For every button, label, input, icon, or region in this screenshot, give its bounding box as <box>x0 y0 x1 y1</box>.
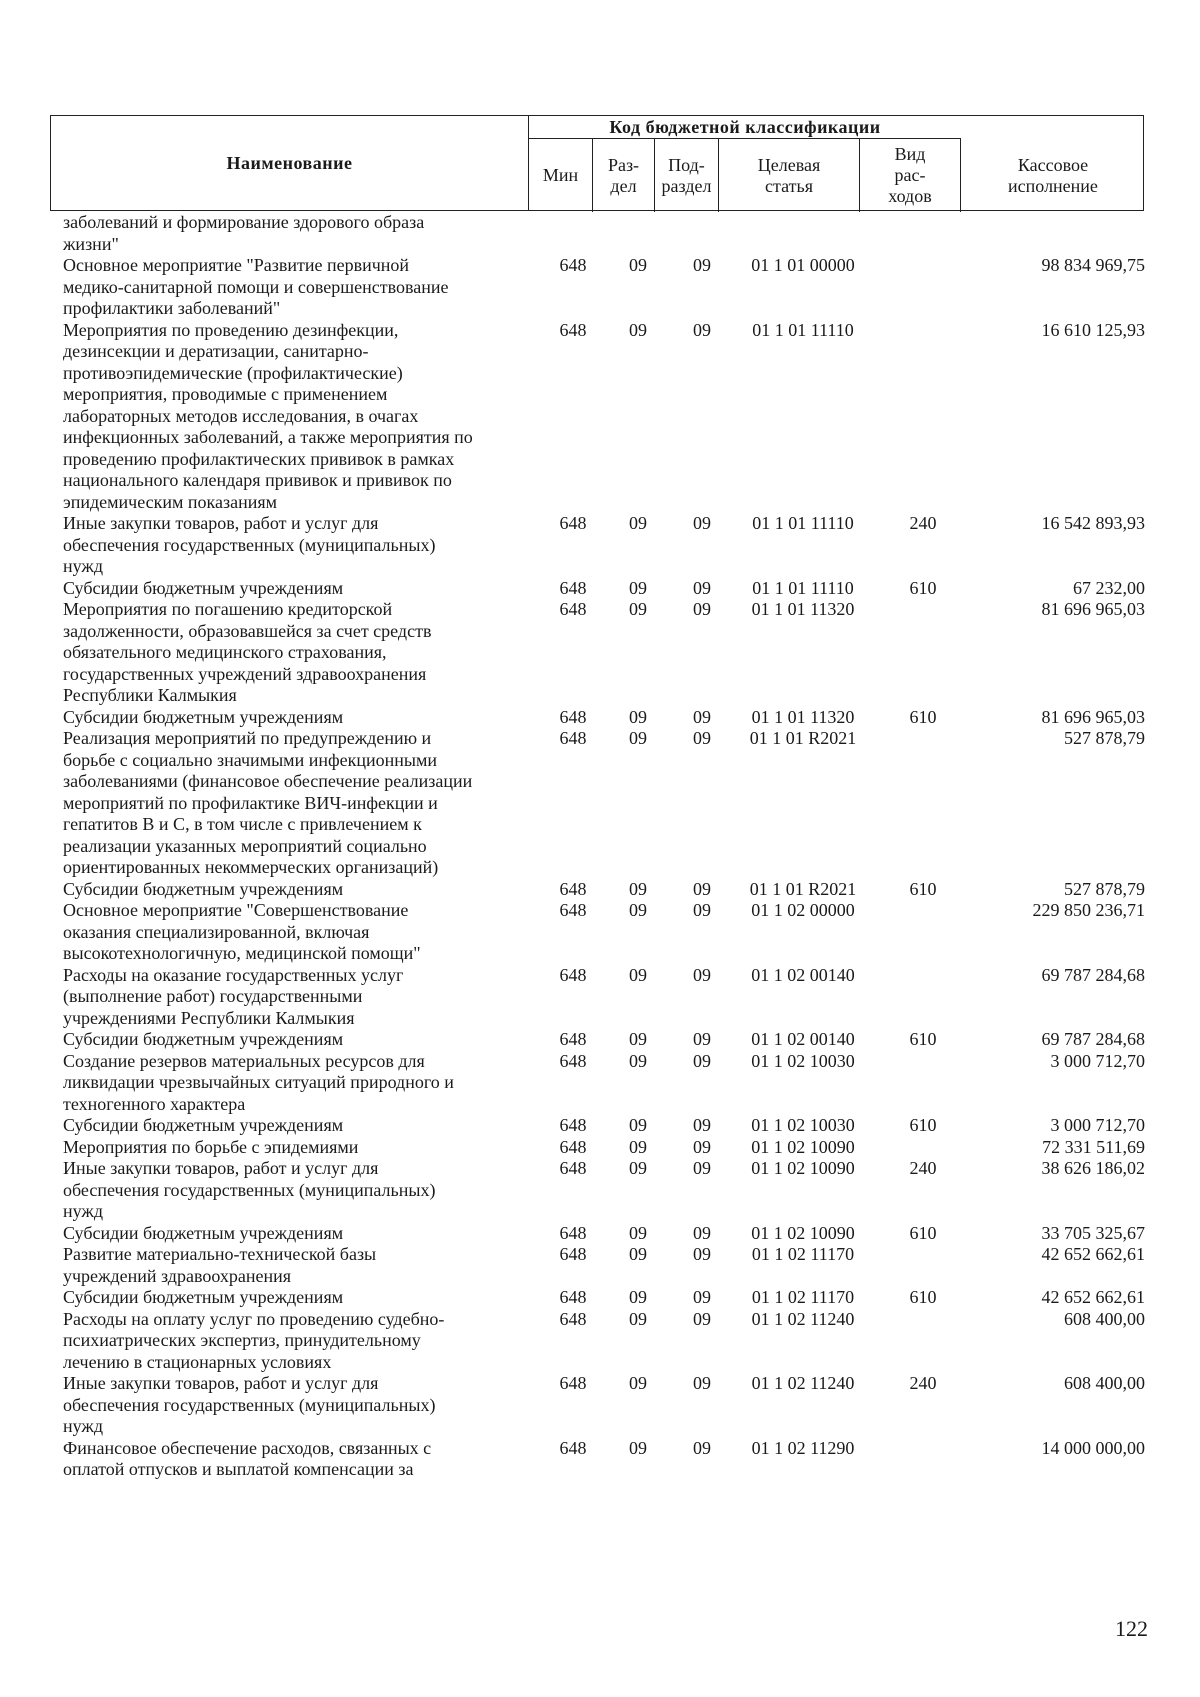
row-amount: 608 400,00 <box>1064 1308 1145 1329</box>
row-tselevaya: 01 1 02 10090 <box>751 1136 855 1157</box>
row-amount: 527 878,79 <box>1064 728 1145 748</box>
row-amount: 72 331 511,69 <box>1042 1136 1145 1157</box>
row-vid: 610 <box>909 1029 937 1049</box>
row-razdel: 09 <box>629 577 647 598</box>
table-row <box>63 728 1144 879</box>
row-vid: 610 <box>909 706 937 727</box>
row-razdel: 09 <box>629 1244 647 1264</box>
row-amount: 527 878,79 <box>1064 878 1145 899</box>
table-row <box>63 1051 1144 1116</box>
row-razdel: 09 <box>629 599 647 619</box>
row-podrazdel: 09 <box>693 964 711 985</box>
row-amount: 67 232,00 <box>1073 577 1145 598</box>
row-name: Субсидии бюджетным учреждениям <box>63 1222 344 1243</box>
row-razdel: 09 <box>629 878 647 899</box>
row-tselevaya: 01 1 02 11240 <box>751 1308 855 1329</box>
row-name: Расходы на оказание государственных услуг (выполнение работ) государственными учреждениями Республики Калмыкия <box>63 964 404 1028</box>
table-row <box>63 1158 1144 1223</box>
row-podrazdel: 09 <box>693 1029 711 1049</box>
header-kassovoe <box>961 139 1145 212</box>
row-podrazdel: 09 <box>693 1222 711 1243</box>
header-vid <box>860 139 961 212</box>
header-tselevaya <box>719 139 860 212</box>
row-podrazdel: 09 <box>693 1287 711 1307</box>
row-podrazdel: 09 <box>693 1308 711 1329</box>
row-razdel: 09 <box>629 728 647 748</box>
row-razdel: 09 <box>629 255 647 275</box>
row-name: Субсидии бюджетным учреждениям <box>63 878 344 899</box>
table-body <box>63 212 1144 1481</box>
header-podrazdel <box>655 139 719 212</box>
row-min: 648 <box>559 1158 587 1178</box>
row-razdel: 09 <box>629 1287 647 1307</box>
row-name: Иные закупки товаров, работ и услуг для обеспечения государственных (муниципальных) нужд <box>63 513 436 576</box>
row-min: 648 <box>559 964 587 985</box>
row-tselevaya: 01 1 02 11240 <box>751 1373 855 1393</box>
page-number: 122 <box>1115 1616 1148 1641</box>
row-podrazdel: 09 <box>693 577 711 598</box>
row-podrazdel: 09 <box>693 1437 711 1458</box>
row-podrazdel: 09 <box>693 513 711 533</box>
row-name: Основное мероприятие "Совершенствование оказания специализированной, включая высокотехнологичную, медицинской помощи" <box>63 900 421 963</box>
table-row <box>63 1244 1144 1287</box>
row-min: 648 <box>559 1222 587 1243</box>
row-name: Субсидии бюджетным учреждениям <box>63 577 344 598</box>
row-tselevaya: 01 1 01 11110 <box>752 319 854 340</box>
row-amount: 69 787 284,68 <box>1041 964 1145 985</box>
table-row <box>63 578 1144 600</box>
header-name-text: Наименование <box>226 153 353 173</box>
row-podrazdel: 09 <box>693 599 711 619</box>
header-name <box>51 116 529 210</box>
row-vid: 610 <box>909 878 937 899</box>
row-razdel: 09 <box>629 1437 647 1458</box>
row-amount: 42 652 662,61 <box>1041 1244 1145 1264</box>
row-min: 648 <box>559 599 587 619</box>
header-podrazdel-text: Под- раздел <box>661 154 712 196</box>
row-tselevaya: 01 1 01 00000 <box>751 255 855 275</box>
row-podrazdel: 09 <box>693 1050 711 1071</box>
row-tselevaya: 01 1 02 11170 <box>751 1287 855 1307</box>
row-vid: 240 <box>909 1373 937 1393</box>
table-row <box>63 599 1144 707</box>
table-row <box>63 1309 1144 1374</box>
row-tselevaya: 01 1 01 11320 <box>751 706 855 727</box>
row-min: 648 <box>559 1308 587 1329</box>
row-amount: 3 000 712,70 <box>1050 1115 1145 1135</box>
row-name: Создание резервов материальных ресурсов для ликвидации чрезвычайных ситуаций природного и техногенного характера <box>63 1050 454 1114</box>
row-min: 648 <box>559 706 587 727</box>
table-row <box>63 1223 1144 1245</box>
row-name: Мероприятия по погашению кредиторской задолженности, образовавшейся за счет средств обязательного медицинского страхования, государственных учреждений здравоохранения Республики Калмыкия <box>63 599 432 705</box>
row-min: 648 <box>559 878 587 899</box>
table-row <box>63 320 1144 514</box>
row-name: Реализация мероприятий по предупреждению и борьбе с социально значимыми инфекционными заболеваниями (финансовое обеспечение реализации мероприятий по профилактике ВИЧ-инфекции и гепатитов В и С, в том числе с привлечением к реализации указанных мероприятий социально ориентированных некоммерческих организаций) <box>63 728 473 877</box>
row-name: Основное мероприятие "Развитие первичной медико-санитарной помощи и совершенствование профилактики заболеваний" <box>63 255 449 318</box>
row-amount: 98 834 969,75 <box>1041 255 1145 275</box>
row-amount: 81 696 965,03 <box>1041 706 1145 727</box>
row-tselevaya: 01 1 02 11290 <box>751 1437 855 1458</box>
header-min <box>529 139 593 212</box>
row-amount: 3 000 712,70 <box>1050 1050 1145 1071</box>
row-name: Иные закупки товаров, работ и услуг для обеспечения государственных (муниципальных) нужд <box>63 1373 436 1436</box>
row-razdel: 09 <box>629 1373 647 1393</box>
table-row <box>63 1373 1144 1438</box>
row-name: Субсидии бюджетным учреждениям <box>63 1287 344 1307</box>
row-vid: 240 <box>909 513 937 533</box>
table-row <box>63 1115 1144 1137</box>
row-razdel: 09 <box>629 1158 647 1178</box>
row-podrazdel: 09 <box>693 706 711 727</box>
table-row <box>63 1287 1144 1309</box>
row-min: 648 <box>559 1050 587 1071</box>
row-vid: 610 <box>909 1222 937 1243</box>
table-row <box>63 1029 1144 1051</box>
row-min: 648 <box>559 1029 587 1049</box>
row-amount: 16 542 893,93 <box>1041 513 1145 533</box>
row-min: 648 <box>559 1136 587 1157</box>
row-podrazdel: 09 <box>693 878 711 899</box>
table-row <box>63 900 1144 965</box>
row-min: 648 <box>559 1115 587 1135</box>
row-tselevaya: 01 1 02 10090 <box>751 1158 855 1178</box>
table-header <box>50 115 1144 211</box>
row-name: Субсидии бюджетным учреждениям <box>63 1029 344 1049</box>
row-name: Мероприятия по проведению дезинфекции, дезинсекции и дератизации, санитарно- противоэпидемические (профилактические) мероприятия, проводимые с применением лабораторных методов исследования, в очагах инфекционных заболеваний, а также мероприятия по проведению профилактических прививок в рамках национального календаря прививок и прививок по эпидемическим показаниям <box>63 319 473 512</box>
row-podrazdel: 09 <box>693 1115 711 1135</box>
row-razdel: 09 <box>629 1308 647 1329</box>
row-tselevaya: 01 1 01 11110 <box>752 577 854 598</box>
row-razdel: 09 <box>629 1222 647 1243</box>
row-tselevaya: 01 1 02 00140 <box>751 1029 855 1049</box>
table-row <box>63 879 1144 901</box>
table-row <box>63 1137 1144 1159</box>
row-tselevaya: 01 1 02 00140 <box>751 964 855 985</box>
row-podrazdel: 09 <box>693 319 711 340</box>
row-razdel: 09 <box>629 1050 647 1071</box>
row-razdel: 09 <box>629 1029 647 1049</box>
row-podrazdel: 09 <box>693 900 711 920</box>
row-podrazdel: 09 <box>693 1136 711 1157</box>
row-podrazdel: 09 <box>693 1373 711 1393</box>
row-name: Мероприятия по борьбе с эпидемиями <box>63 1136 359 1157</box>
header-kassovoe-text: Кассовое исполнение <box>1008 154 1098 196</box>
row-vid: 610 <box>909 577 937 598</box>
row-razdel: 09 <box>629 964 647 985</box>
row-min: 648 <box>559 255 587 275</box>
row-tselevaya: 01 1 02 10030 <box>751 1115 855 1135</box>
row-name: заболеваний и формирование здорового образа жизни" <box>63 212 425 254</box>
row-podrazdel: 09 <box>693 728 711 748</box>
row-razdel: 09 <box>629 319 647 340</box>
row-name: Расходы на оплату услуг по проведению судебно- психиатрических экспертиз, принудительному лечению в стационарных условиях <box>63 1308 445 1372</box>
row-name: Финансовое обеспечение расходов, связанных с оплатой отпусков и выплатой компенсации за <box>63 1437 432 1479</box>
row-tselevaya: 01 1 02 10090 <box>751 1222 855 1243</box>
row-amount: 608 400,00 <box>1064 1373 1145 1393</box>
row-podrazdel: 09 <box>693 1244 711 1264</box>
row-name: Развитие материально-технической базы учреждений здравоохранения <box>63 1244 377 1286</box>
row-name: Иные закупки товаров, работ и услуг для обеспечения государственных (муниципальных) нужд <box>63 1158 436 1221</box>
table-row <box>63 255 1144 320</box>
row-min: 648 <box>559 513 587 533</box>
row-tselevaya: 01 1 01 R2021 <box>749 728 857 748</box>
row-amount: 33 705 325,67 <box>1041 1222 1145 1243</box>
row-min: 648 <box>559 1287 587 1307</box>
row-razdel: 09 <box>629 900 647 920</box>
row-podrazdel: 09 <box>693 255 711 275</box>
row-min: 648 <box>559 1373 587 1393</box>
row-name: Субсидии бюджетным учреждениям <box>63 706 344 727</box>
row-min: 648 <box>559 1437 587 1458</box>
row-amount: 16 610 125,93 <box>1041 319 1145 340</box>
row-amount: 81 696 965,03 <box>1041 599 1145 619</box>
table-row <box>63 513 1144 578</box>
header-min-text: Мин <box>542 165 579 185</box>
row-name: Субсидии бюджетным учреждениям <box>63 1115 344 1135</box>
row-min: 648 <box>559 319 587 340</box>
row-vid: 610 <box>909 1287 937 1307</box>
row-tselevaya: 01 1 02 11170 <box>751 1244 855 1264</box>
row-min: 648 <box>559 577 587 598</box>
row-min: 648 <box>559 900 587 920</box>
row-razdel: 09 <box>629 513 647 533</box>
row-min: 648 <box>559 1244 587 1264</box>
row-min: 648 <box>559 728 587 748</box>
row-podrazdel: 09 <box>693 1158 711 1178</box>
header-code-group: Код бюджетной классификации <box>529 116 961 139</box>
header-razdel <box>593 139 655 212</box>
header-razdel-text: Раз- дел <box>607 154 640 196</box>
row-tselevaya: 01 1 01 R2021 <box>749 878 857 899</box>
row-amount: 69 787 284,68 <box>1041 1029 1145 1049</box>
table-row <box>63 212 1144 255</box>
row-tselevaya: 01 1 02 10030 <box>751 1050 855 1071</box>
header-tselevaya-text: Целевая статья <box>757 154 821 196</box>
row-amount: 14 000 000,00 <box>1041 1437 1145 1458</box>
row-tselevaya: 01 1 01 11320 <box>751 599 855 619</box>
row-vid: 610 <box>909 1115 937 1135</box>
row-razdel: 09 <box>629 706 647 727</box>
table-row <box>63 965 1144 1030</box>
row-vid: 240 <box>909 1158 937 1178</box>
row-amount: 38 626 186,02 <box>1041 1158 1145 1178</box>
row-amount: 42 652 662,61 <box>1041 1287 1145 1307</box>
row-razdel: 09 <box>629 1115 647 1135</box>
row-tselevaya: 01 1 02 00000 <box>751 900 855 920</box>
table-row <box>63 1438 1144 1481</box>
table-row <box>63 707 1144 729</box>
header-vid-text: Вид рас- ходов <box>888 144 932 206</box>
row-amount: 229 850 236,71 <box>1032 900 1145 920</box>
row-tselevaya: 01 1 01 11110 <box>752 513 854 533</box>
row-razdel: 09 <box>629 1136 647 1157</box>
